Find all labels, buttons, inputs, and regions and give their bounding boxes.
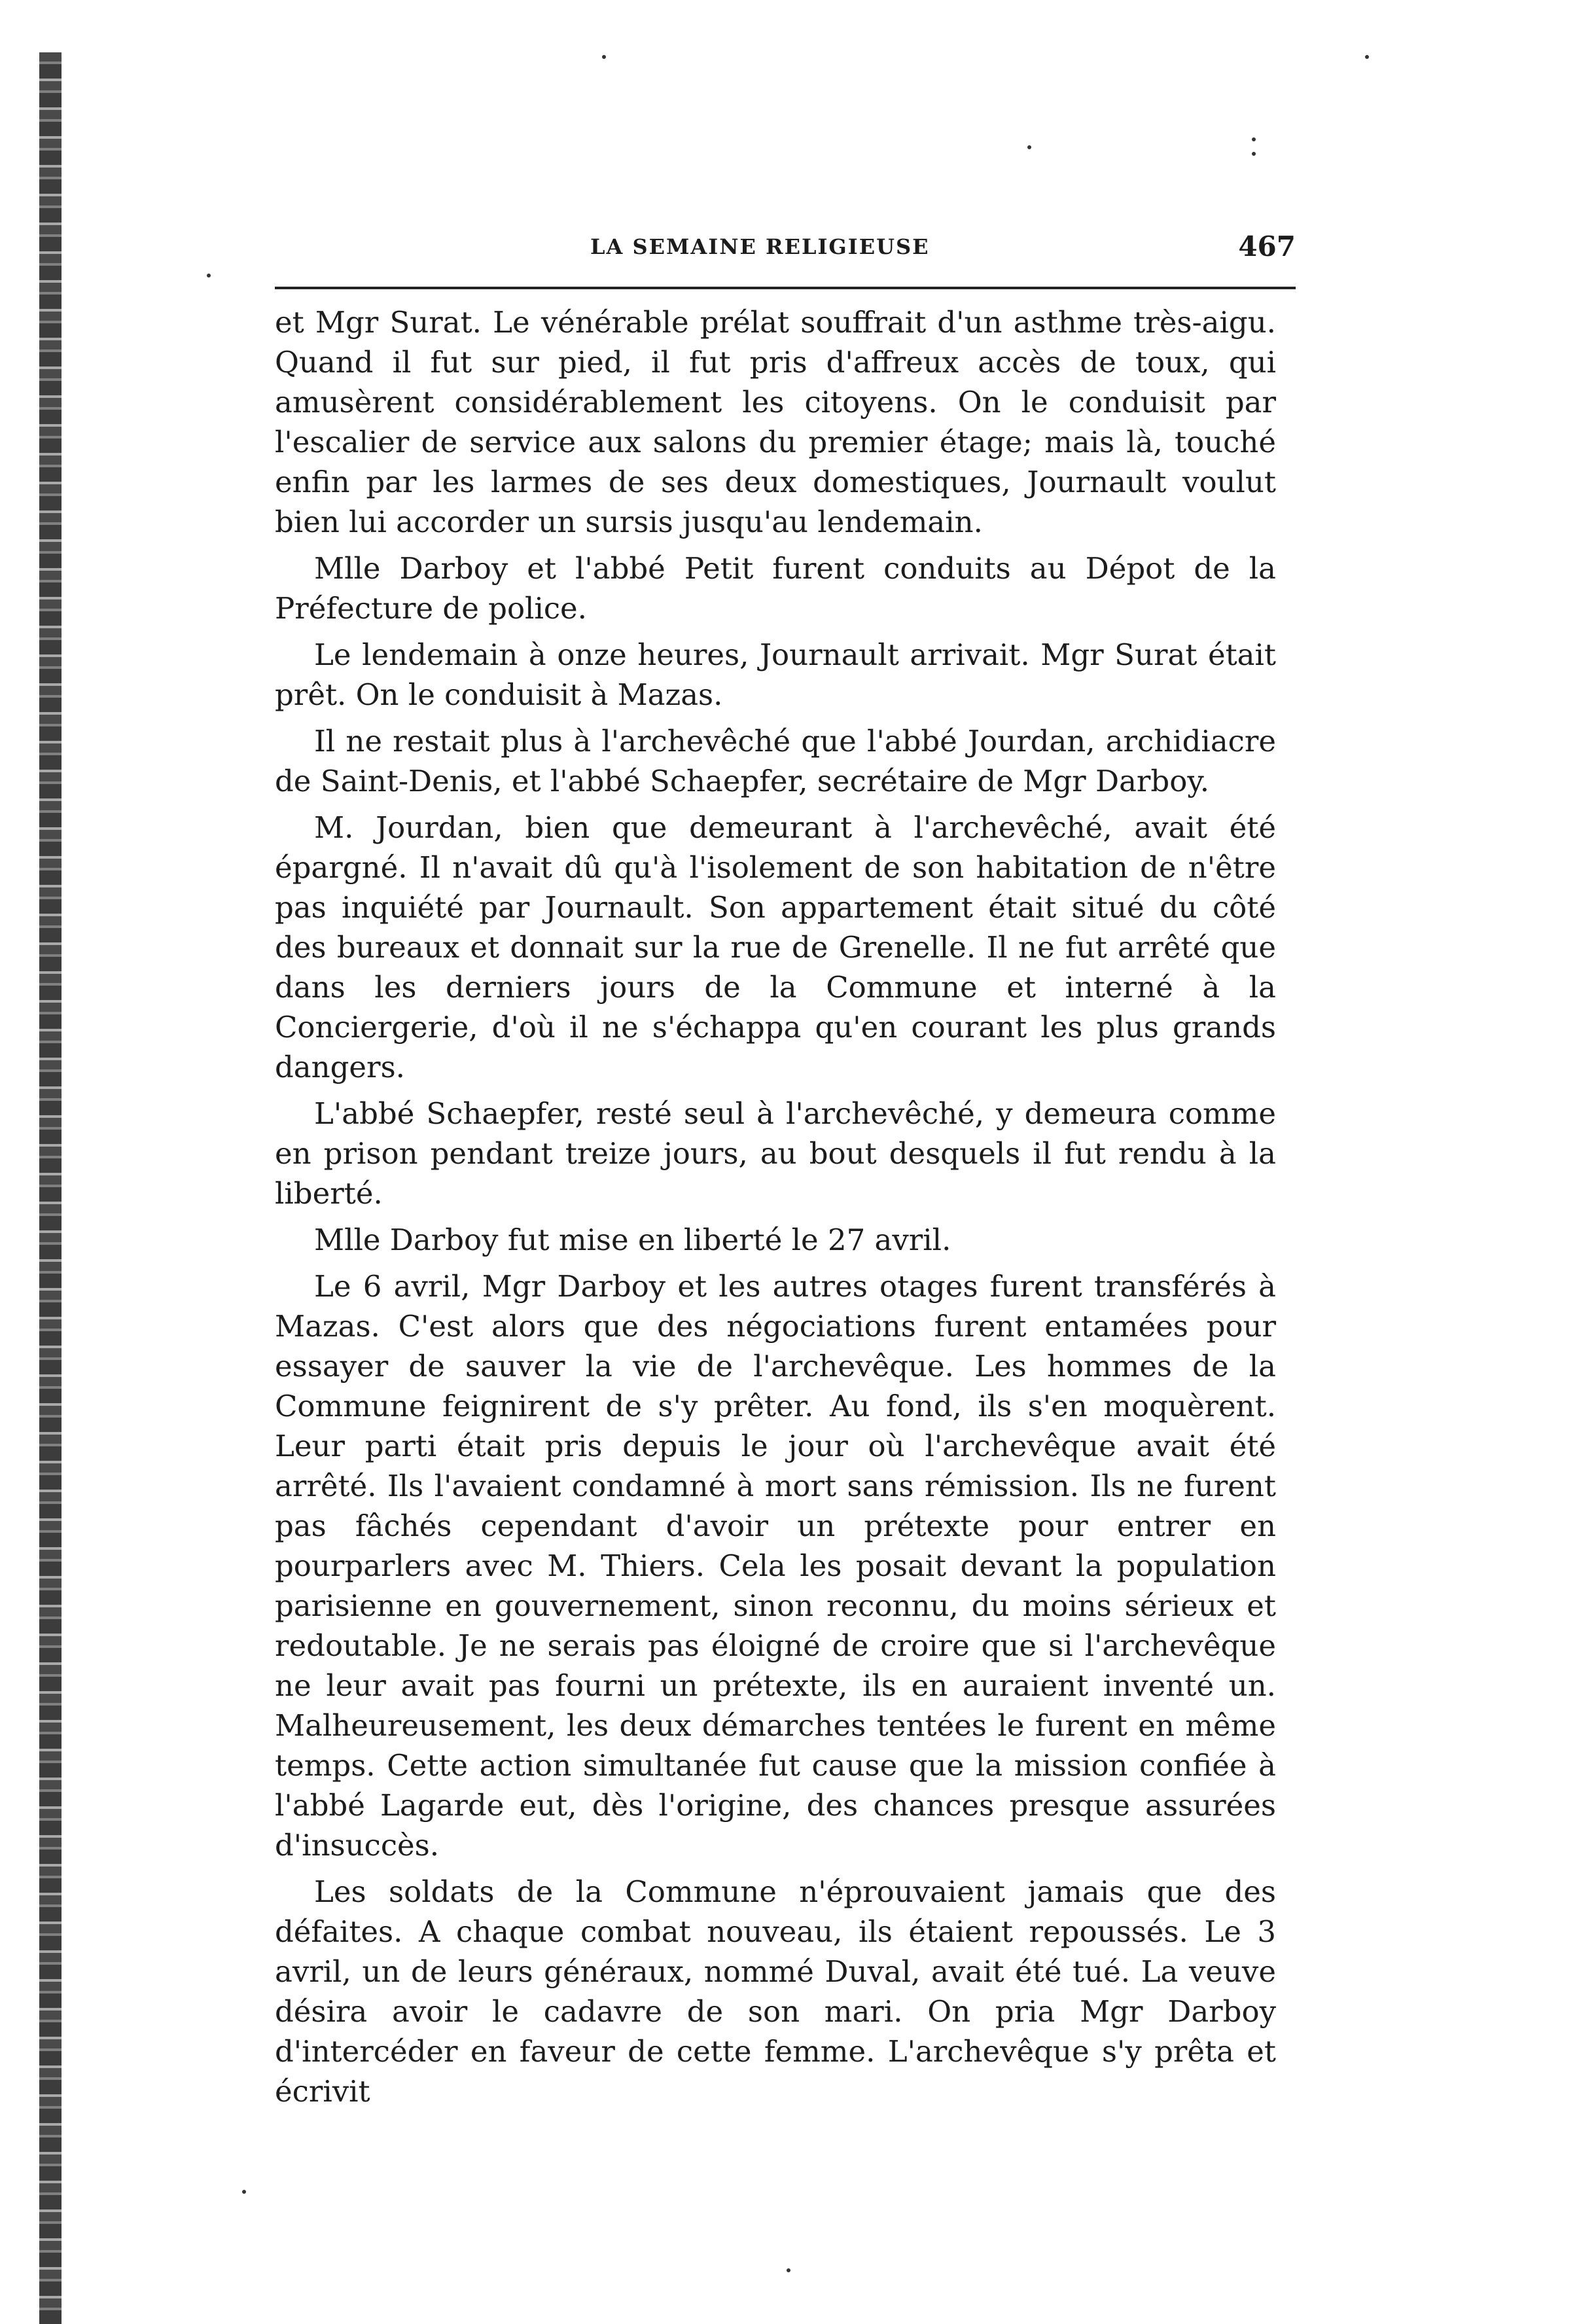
paragraph: Mlle Darboy et l'abbé Petit furent conduits au Dépot de la Préfecture de police. <box>275 551 1276 626</box>
paragraph: L'abbé Schaepfer, resté seul à l'archevêché, y demeura comme en prison pendant treize jours, au bout desquels il fut rendu à la liberté. <box>275 1096 1276 1211</box>
paragraph: Le lendemain à onze heures, Journault arrivait. Mgr Surat était prêt. On le conduisit à Mazas. <box>275 637 1276 712</box>
body-text <box>275 302 1276 2118</box>
ink-speck <box>1252 137 1256 141</box>
ink-speck <box>242 2190 246 2194</box>
running-title: LA SEMAINE RELIGIEUSE <box>590 234 930 259</box>
page-header <box>275 230 1296 274</box>
paragraph: Le 6 avril, Mgr Darboy et les autres otages furent transférés à Mazas. C'est alors que des négociations furent entamées pour essayer de sauver la vie de l'archevêque. Les hommes de la Commune feignirent de s'y prêter. Au fond, ils s'en moquèrent. Leur parti était pris depuis le jour où l'archevêque avait été arrêté. Ils l'avaient condamné à mort sans rémission. Ils ne furent pas fâchés cependant d'avoir un prétexte pour entrer en pourparlers avec M. Thiers. Cela les posait devant la population parisienne en gouvernement, sinon reconnu, du moins sérieux et redoutable. Je ne serais pas éloigné de croire que si l'archevêque ne leur avait pas fourni un prétexte, ils en auraient inventé un. Malheureusement, les deux démarches tentées le furent en même temps. Cette action simultanée fut cause que la mission confiée à l'abbé Lagarde eut, dès l'origine, des chances presque assurées d'insuccès. <box>275 1269 1276 1863</box>
ink-speck <box>1027 145 1031 149</box>
paragraph: Les soldats de la Commune n'éprouvaient jamais que des défaites. A chaque combat nouveau, ils étaient repoussés. Le 3 avril, un de leurs généraux, nommé Duval, avait été tué. La veuve désira avoir le cadavre de son mari. On pria Mgr Darboy d'intercéder en faveur de cette femme. L'archevêque s'y prêta et écrivit <box>275 1874 1276 2109</box>
ink-speck <box>1252 152 1256 156</box>
binding-edge-shadow <box>39 52 62 2324</box>
header-rule <box>275 287 1296 289</box>
paragraph: Il ne restait plus à l'archevêché que l'abbé Jourdan, archidiacre de Saint-Denis, et l'abbé Schaepfer, secrétaire de Mgr Darboy. <box>275 724 1276 798</box>
ink-speck <box>207 274 211 277</box>
paragraph: et Mgr Surat. Le vénérable prélat souffrait d'un asthme très-aigu. Quand il fut sur pied, il fut pris d'affreux accès de toux, qui amusèrent considérablement les citoyens. On le conduisit par l'escalier de service aux salons du premier étage; mais là, touché enfin par les larmes de ses deux domestiques, Journault voulut bien lui accorder un sursis jusqu'au lendemain. <box>275 305 1276 539</box>
paragraph: Mlle Darboy fut mise en liberté le 27 avril. <box>314 1223 951 1257</box>
ink-speck <box>1365 55 1369 59</box>
paragraph: M. Jourdan, bien que demeurant à l'archevêché, avait été épargné. Il n'avait dû qu'à l'isolement de son habitation de n'être pas inquiété par Journault. Son appartement était situé du côté des bureaux et donnait sur la rue de Grenelle. Il ne fut arrêté que dans les derniers jours de la Commune et interné à la Conciergerie, d'où il ne s'échappa qu'en courant les plus grands dangers. <box>275 810 1276 1084</box>
ink-speck <box>787 2268 790 2272</box>
page-number: 467 <box>1238 230 1296 262</box>
ink-speck <box>602 55 606 59</box>
